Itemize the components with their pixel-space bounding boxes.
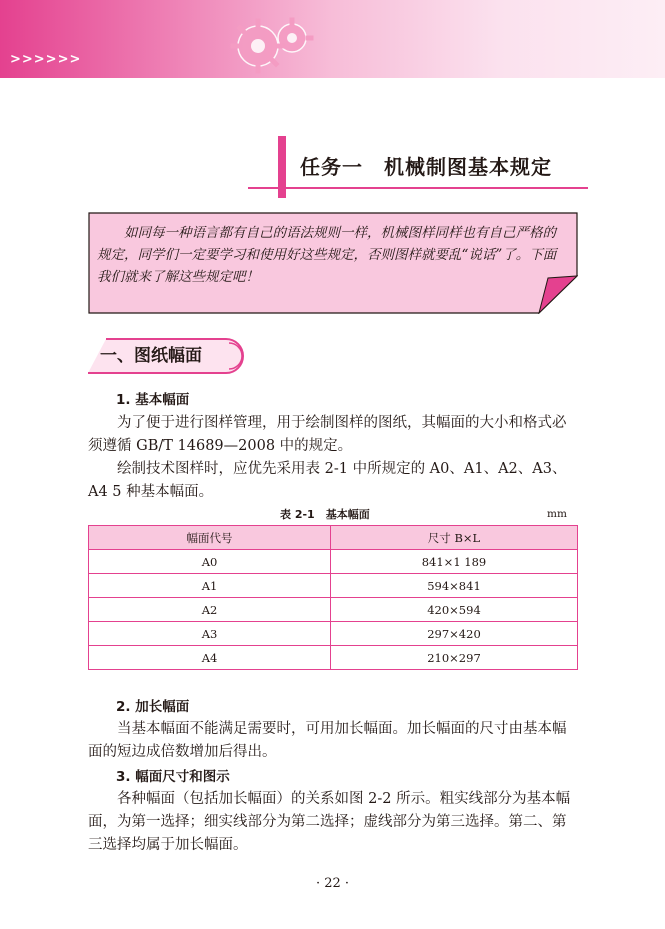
table-cell: A1: [89, 574, 331, 598]
task-title: 任务一 机械制图基本规定: [300, 155, 552, 179]
table-header-cell: 幅面代号: [89, 526, 331, 550]
table-header-cell: 尺寸 B×L: [331, 526, 578, 550]
table-row: [89, 574, 578, 598]
table-cell: A2: [89, 598, 331, 622]
table-cell: A4: [89, 646, 331, 670]
paragraph-basic-size-2: 绘制技术图样时，应优先采用表 2-1 中所规定的 A0、A1、A2、A3、A4 5 种基本幅面。: [88, 461, 567, 500]
table-cell: 594×841: [331, 574, 578, 598]
table-row: [89, 646, 578, 670]
basic-size-table: [88, 525, 578, 670]
table-cell: A0: [89, 550, 331, 574]
header-banner: [0, 0, 665, 78]
table-cell: A3: [89, 622, 331, 646]
paragraph-size-diagram: 各种幅面（包括加长幅面）的关系如图 2-2 所示。粗实线部分为基本幅面，为第一选择；细实线部分为第二选择；虚线部分为第三选择。第二、第三选择均属于加长幅面。: [88, 791, 571, 853]
banner-chevrons: >>>>>>: [10, 52, 82, 67]
table-row: [89, 622, 578, 646]
subheading-size-diagram: 3. 幅面尺寸和图示: [116, 769, 230, 785]
paragraph-extended-size: 当基本幅面不能满足需要时，可用加长幅面。加长幅面的尺寸由基本幅面的短边成倍数增加后得出。: [88, 721, 567, 760]
section-title: 一、图纸幅面: [100, 346, 202, 366]
task-title-underline: [248, 187, 588, 189]
table-cell: 420×594: [331, 598, 578, 622]
page-number: · 22 ·: [315, 876, 350, 891]
table-cell: 841×1 189: [331, 550, 578, 574]
table-cell: 210×297: [331, 646, 578, 670]
table-unit: mm: [547, 508, 567, 520]
subheading-extended-size: 2. 加长幅面: [116, 699, 190, 715]
table-caption: 表 2-1 基本幅面: [280, 508, 370, 521]
table-header-row: [89, 526, 578, 550]
intro-text: 如同每一种语言都有自己的语法规则一样，机械图样同样也有自己严格的规定，同学们一定要学习和使用好这些规定，否则图样就要乱“说话”了。下面我们就来了解这些规定吧！: [97, 225, 557, 285]
gear-icon: [222, 14, 314, 74]
table-row: [89, 550, 578, 574]
table-cell: 297×420: [331, 622, 578, 646]
paragraph-basic-size-1: 为了便于进行图样管理，用于绘制图样的图纸，其幅面的大小和格式必须遵循 GB/T 14689—2008 中的规定。: [88, 415, 567, 454]
subheading-basic-size: 1. 基本幅面: [116, 392, 190, 408]
table-row: [89, 598, 578, 622]
